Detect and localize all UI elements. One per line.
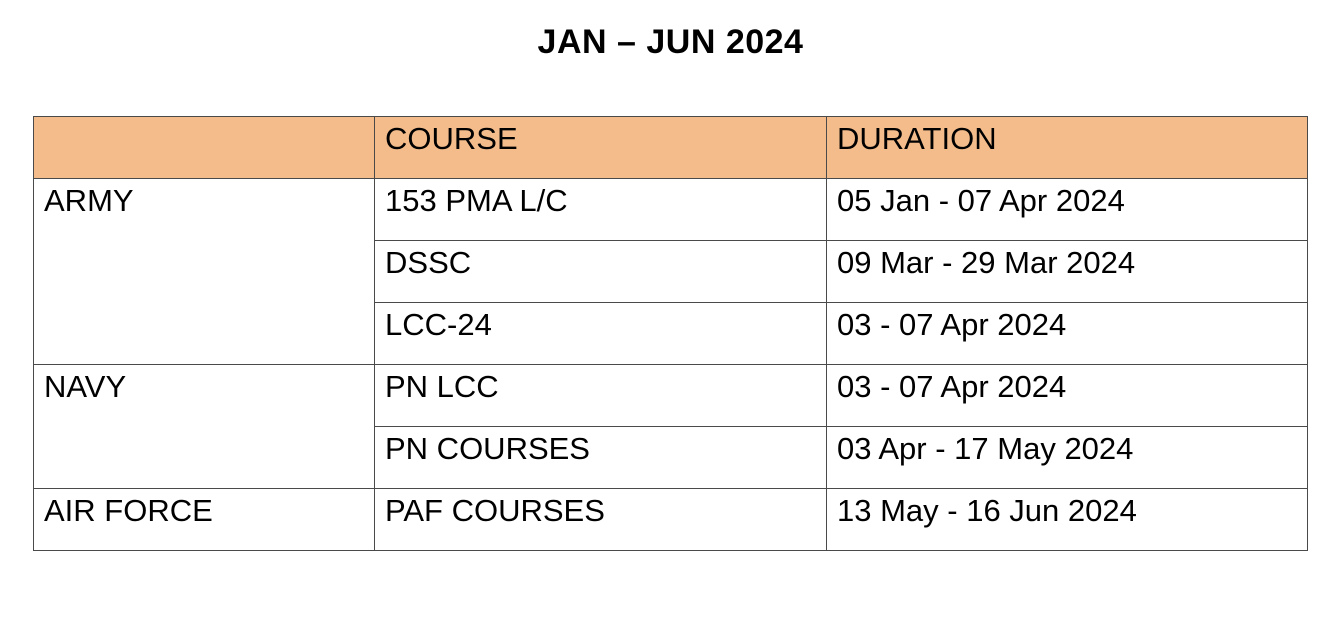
page-title: JAN – JUN 2024 bbox=[537, 23, 804, 61]
course-cell: DSSC bbox=[375, 241, 827, 303]
service-cell-army: ARMY bbox=[34, 179, 375, 365]
table-body bbox=[34, 179, 1308, 551]
column-header-duration: DURATION bbox=[827, 117, 1308, 179]
course-schedule-table bbox=[33, 116, 1308, 551]
schedule-table-container bbox=[33, 116, 1307, 551]
duration-cell: 05 Jan - 07 Apr 2024 bbox=[827, 179, 1308, 241]
duration-cell: 03 - 07 Apr 2024 bbox=[827, 365, 1308, 427]
table-header bbox=[34, 117, 1308, 179]
service-cell-navy: NAVY bbox=[34, 365, 375, 489]
duration-cell: 13 May - 16 Jun 2024 bbox=[827, 489, 1308, 551]
duration-cell: 03 - 07 Apr 2024 bbox=[827, 303, 1308, 365]
course-cell: 153 PMA L/C bbox=[375, 179, 827, 241]
column-header-service bbox=[34, 117, 375, 179]
table-header-row bbox=[34, 117, 1308, 179]
table-row bbox=[34, 179, 1308, 241]
course-cell: PAF COURSES bbox=[375, 489, 827, 551]
table-row bbox=[34, 365, 1308, 427]
duration-cell: 09 Mar - 29 Mar 2024 bbox=[827, 241, 1308, 303]
course-cell: PN LCC bbox=[375, 365, 827, 427]
duration-cell: 03 Apr - 17 May 2024 bbox=[827, 427, 1308, 489]
table-row bbox=[34, 489, 1308, 551]
column-header-course: COURSE bbox=[375, 117, 827, 179]
service-cell-air-force: AIR FORCE bbox=[34, 489, 375, 551]
course-cell: PN COURSES bbox=[375, 427, 827, 489]
document-page bbox=[0, 20, 1341, 636]
course-cell: LCC-24 bbox=[375, 303, 827, 365]
